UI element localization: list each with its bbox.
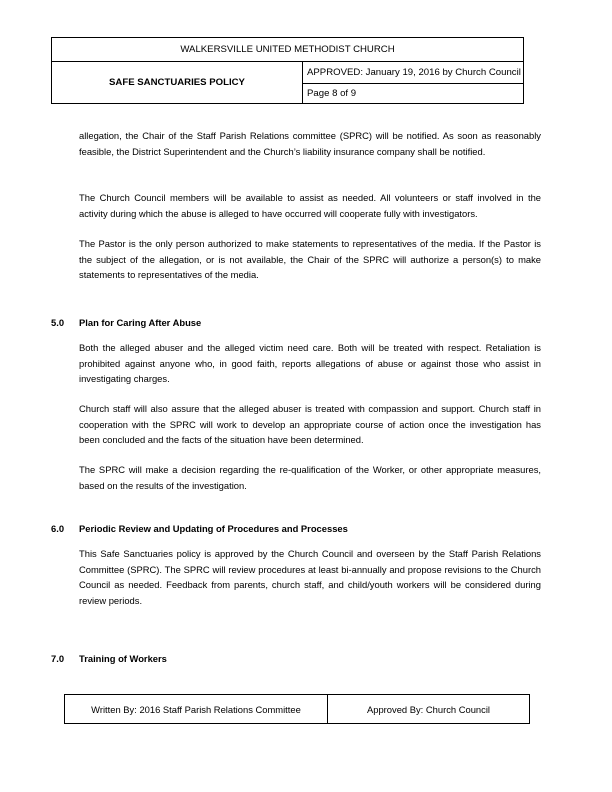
paragraph-allegation: allegation, the Chair of the Staff Parish Relations committee (SPRC) will be notified. As soon as reasonably feasible, the District Superintendent and the Church’s liability insurance company shall be notified.: [79, 130, 541, 157]
footer-table: [64, 694, 530, 724]
page-number: Page 8 of 9: [303, 84, 524, 104]
header-table: [51, 37, 524, 104]
section-7-number: 7.0: [51, 653, 65, 664]
section-5-paragraph-2: Church staff will also assure that the alleged abuser is treated with compassion and support. Church staff in cooperation with the SPRC will work to develop an appropriate course of action once the investigation has been concluded and the facts of the situation have been determined.: [79, 403, 541, 446]
section-7-title: Training of Workers: [79, 653, 167, 664]
policy-title: SAFE SANCTUARIES POLICY: [52, 62, 303, 104]
section-6-title: Periodic Review and Updating of Procedures and Processes: [79, 523, 348, 534]
paragraph-pastor-media: The Pastor is the only person authorized to make statements to representatives of the media. If the Pastor is the subject of the allegation, or is not available, the Chair of the SPRC will authorize a person(s) to make statements to representatives of the media.: [79, 238, 541, 281]
section-5-title: Plan for Caring After Abuse: [79, 317, 202, 328]
section-5-paragraph-3: The SPRC will make a decision regarding the re-qualification of the Worker, or other appropriate measures, based on the results of the investigation.: [79, 464, 541, 491]
approved-by: Approved By: Church Council: [328, 695, 530, 724]
section-5-number: 5.0: [51, 317, 65, 328]
section-5-paragraph-1: Both the alleged abuser and the alleged victim need care. Both will be treated with respect. Retaliation is prohibited against anyone who, in good faith, reports allegations of abuse or against those who assist in investigating charges.: [79, 342, 541, 385]
approval-info: APPROVED: January 19, 2016 by Church Council: [303, 62, 524, 84]
paragraph-church-council: The Church Council members will be available to assist as needed. All volunteers or staff involved in the activity during which the abuse is alleged to have occurred will cooperate fully with investigators.: [79, 192, 541, 219]
church-name: WALKERSVILLE UNITED METHODIST CHURCH: [52, 38, 524, 62]
section-6-number: 6.0: [51, 523, 65, 534]
section-6-paragraph-1: This Safe Sanctuaries policy is approved by the Church Council and overseen by the Staff Parish Relations Committee (SPRC). The SPRC will review procedures at least bi-annually and propose revisions to the Church Council as needed. Feedback from parents, church staff, and child/youth workers will be considered during review periods.: [79, 548, 541, 606]
written-by: Written By: 2016 Staff Parish Relations Committee: [65, 695, 328, 724]
